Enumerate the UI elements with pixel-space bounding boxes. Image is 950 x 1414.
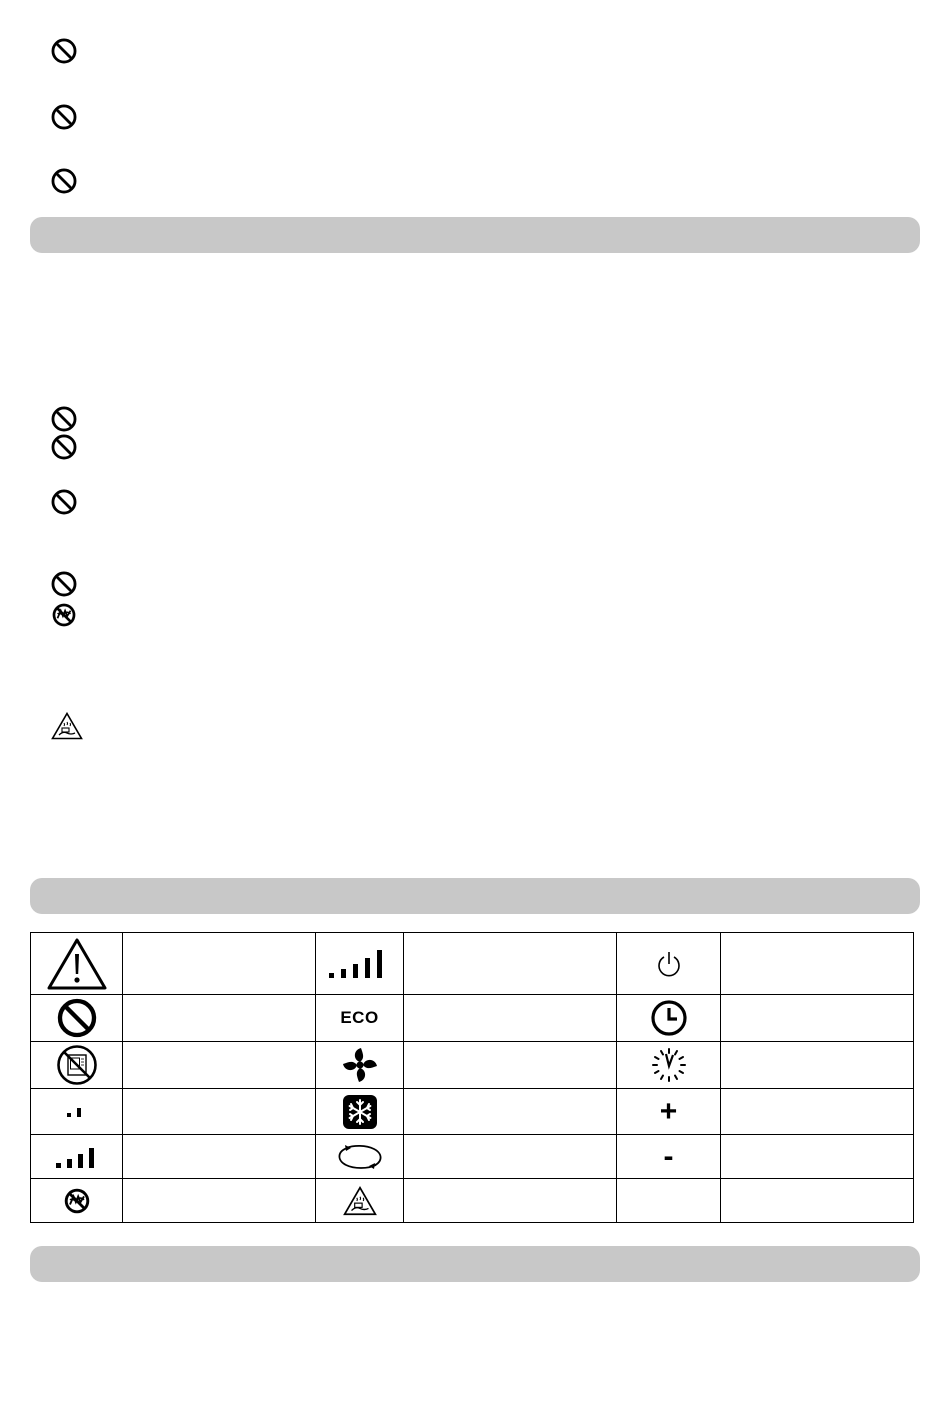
timer-dial-icon: [650, 1046, 688, 1084]
plus-icon: +: [659, 1094, 678, 1128]
signal-level-2-icon: [65, 1105, 89, 1119]
symbol-description: [404, 1135, 617, 1179]
symbol-cell: [31, 1089, 123, 1135]
symbol-cell: [316, 1042, 404, 1089]
symbol-description: [123, 995, 316, 1042]
symbol-cell: [316, 1089, 404, 1135]
symbol-cell: [617, 1089, 721, 1135]
symbol-description: [721, 1042, 914, 1089]
section-header-bar: [30, 878, 920, 914]
table-row: [31, 933, 914, 995]
symbol-cell: [316, 1135, 404, 1179]
table-row: [31, 1089, 914, 1135]
symbol-description: [123, 1179, 316, 1223]
symbol-cell: [617, 933, 721, 995]
symbol-description: [123, 933, 316, 995]
symbol-description: [123, 1042, 316, 1089]
do-not-cover-icon: [51, 602, 77, 628]
table-row: [31, 1042, 914, 1089]
burn-hazard-icon: [51, 712, 83, 740]
prohibited-icon: [51, 434, 77, 460]
symbol-cell: [617, 1135, 721, 1179]
clock-icon: [650, 999, 688, 1037]
symbol-cell: [31, 933, 123, 995]
symbol-cell: [31, 995, 123, 1042]
table-row: [31, 995, 914, 1042]
symbol-cell: [316, 995, 404, 1042]
fan-icon: [339, 1044, 381, 1086]
symbol-description: [404, 1042, 617, 1089]
do-not-cover-icon: [63, 1187, 91, 1215]
symbol-cell: [617, 1179, 721, 1223]
symbol-description: [404, 933, 617, 995]
symbol-description: [404, 995, 617, 1042]
prohibited-icon: [51, 104, 77, 130]
snowflake-icon: [342, 1094, 378, 1130]
symbol-description: [123, 1089, 316, 1135]
signal-level-4-icon: [55, 1145, 99, 1169]
table-row: [31, 1135, 914, 1179]
symbol-description: [721, 1135, 914, 1179]
symbol-description: [123, 1135, 316, 1179]
no-manual-icon: [56, 1044, 98, 1086]
prohibited-icon: [51, 168, 77, 194]
rotate-icon: [334, 1142, 386, 1172]
symbol-cell: [316, 933, 404, 995]
minus-icon: -: [663, 1139, 674, 1173]
prohibited-icon: [57, 998, 97, 1038]
prohibited-icon: [51, 571, 77, 597]
symbol-cell: [617, 995, 721, 1042]
symbol-cell: [31, 1179, 123, 1223]
table-row: [31, 1179, 914, 1223]
symbol-cell: [617, 1042, 721, 1089]
symbol-cell: [31, 1135, 123, 1179]
section-header-bar: [30, 217, 920, 253]
symbol-description: [721, 1089, 914, 1135]
symbol-description: [721, 933, 914, 995]
power-icon: [656, 950, 682, 978]
section-header-bar: [30, 1246, 920, 1282]
prohibited-icon: [51, 406, 77, 432]
symbol-table: [30, 932, 914, 1223]
prohibited-icon: [51, 38, 77, 64]
signal-level-5-icon: [328, 948, 392, 980]
symbol-description: [404, 1089, 617, 1135]
symbol-description: [721, 995, 914, 1042]
symbol-description: [404, 1179, 617, 1223]
symbol-description: [721, 1179, 914, 1223]
warning-triangle-icon: [46, 937, 108, 991]
symbol-cell: [31, 1042, 123, 1089]
symbol-cell: [316, 1179, 404, 1223]
eco-icon: ECO: [340, 1008, 379, 1027]
prohibited-icon: [51, 489, 77, 515]
burn-hazard-icon: [343, 1186, 377, 1216]
